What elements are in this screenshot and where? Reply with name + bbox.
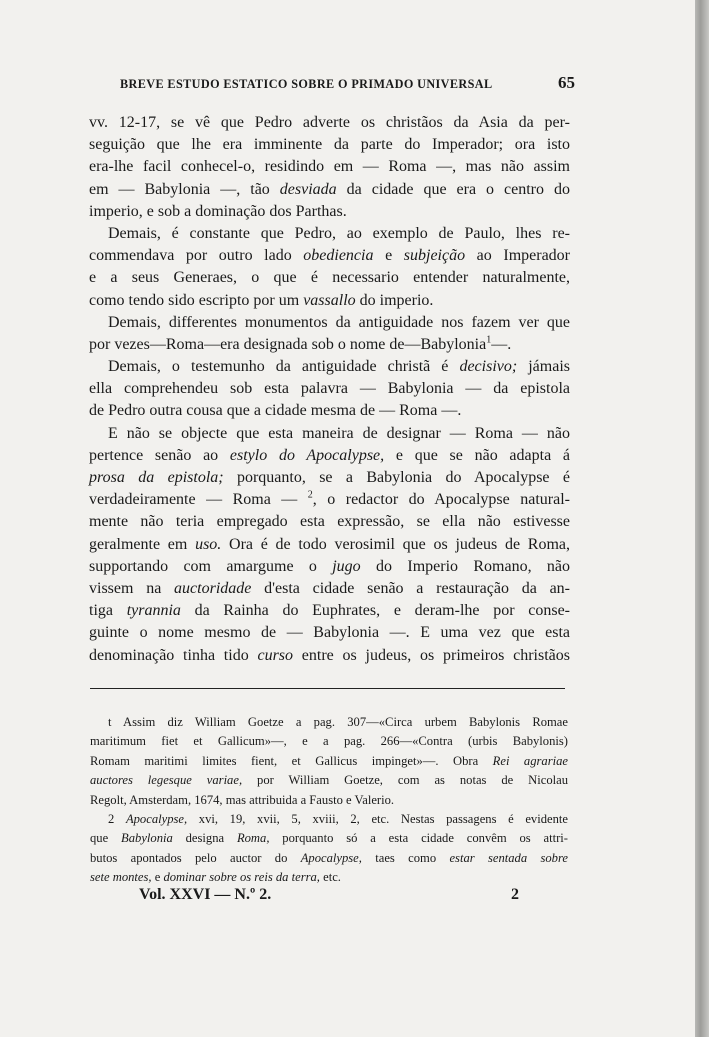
running-head: BREVE ESTUDO ESTATICO SOBRE O PRIMADO UNIVERSAL [120,77,493,91]
body-line: vissem na auctoridade d'esta cidade senão a restauração da an- [89,579,571,597]
footnote-rule [90,688,565,689]
next-page-edge [695,0,709,1037]
signature-mark: 2 [511,886,519,903]
body-line: seguição que lhe era imminente da parte do Imperador; ora isto [89,136,570,154]
body-line: mente não teria empregado esta expressão, se ella não estivesse [89,513,570,531]
footnotes [90,713,568,888]
body-line: verdadeiramente — Roma — $^2$, o redactor do Apocalypse natural- [89,489,570,509]
volume-number: Vol. XXVI — N.º 2. [139,886,272,903]
page-footer [139,886,519,904]
body-line: pertence senão ao estylo do Apocalypse, e que se não adapta á [89,446,571,464]
body-line: geralmente em uso. Ora é de todo verosimil que os judeus de Roma, [89,535,570,553]
body-line: por vezes—Roma—era designada sob o nome de—Babylonia$^1$—. [89,334,512,353]
body-line: denominação tinha tido curso entre os judeus, os primeiros christãos [89,646,570,664]
body-line: guinte o nome mesmo de — Babylonia —. E uma vez que esta [89,624,570,642]
footnote-ref-2: 2 [307,489,313,501]
body-line: tiga tyrannia da Rainha do Euphrates, e deram-lhe por conse- [89,602,570,620]
body-line: Demais, é constante que Pedro, ao exemplo de Paulo, lhes re- [108,224,570,242]
footnote-line: Regolt, Amsterdam, 1674, mas attribuida a Fausto e Valerio. [90,792,395,807]
body-line: Demais, differentes monumentos da antiguidade nos fazem ver que [108,313,570,331]
body-line: commendava por outro lado obediencia e subjeição ao Imperador [89,247,570,265]
footnote-line: t Assim diz William Goetze a pag. 307—«Circa urbem Babylonis Romae [108,715,568,729]
footnote-line: butos apontados pelo auctor do Apocalypse, taes como estar sentada sobre [90,850,568,865]
body-line: Demais, o testemunho da antiguidade christã é decisivo; jámais [108,358,570,376]
footnote-line: maritimum fiet et Gallicum»—, e a pag. 266—«Contra (urbis Babylonis) [90,734,568,749]
body-line: de Pedro outra cousa que a cidade mesma de — Roma —. [89,402,462,420]
body-line: imperio, e sob a dominação dos Parthas. [89,202,347,220]
body-line: ella comprehendeu sob esta palavra — Babylonia — da epistola [89,380,570,398]
body-text [89,112,570,667]
page-header [120,73,575,93]
body-line: era-lhe facil conhecel-o, residindo em — Roma —, mas não assim [89,158,570,176]
footnote-line: 2 Apocalypse, xvi, 19, xvii, 5, xviii, 2, etc. Nestas passagens é evidente [108,811,568,826]
body-line: em — Babylonia —, tão desviada da cidade que era o centro do [89,180,570,198]
body-line: E não se objecte que esta maneira de designar — Roma — não [108,424,570,442]
footnote-line: sete montes, e dominar sobre os reis da terra, etc. [90,870,341,885]
footnote-line: Romam maritimi limites fient, et Gallicus impinget»—. Obra Rei agrariae [90,753,568,768]
body-line: vv. 12-17, se vê que Pedro adverte os christãos da Asia da per- [89,114,570,131]
page-number: 65 [558,73,575,92]
body-line: supportando com amargume o jugo do Imperio Romano, não [89,557,570,575]
body-line: como tendo sido escripto por um vassallo do imperio. [89,291,434,309]
body-line: e a seus Generaes, o que é necessario entender naturalmente, [89,269,570,287]
footnote-line: auctores legesque variae, por William Goetze, com as notas de Nicolau [90,773,568,788]
footnote-line: que Babylonia designa Roma, porquanto só a esta cidade convêm os attri- [90,831,568,846]
body-line: prosa da epistola; porquanto, se a Babylonia do Apocalypse é [89,469,570,486]
footnote-ref-1: 1 [486,334,492,346]
